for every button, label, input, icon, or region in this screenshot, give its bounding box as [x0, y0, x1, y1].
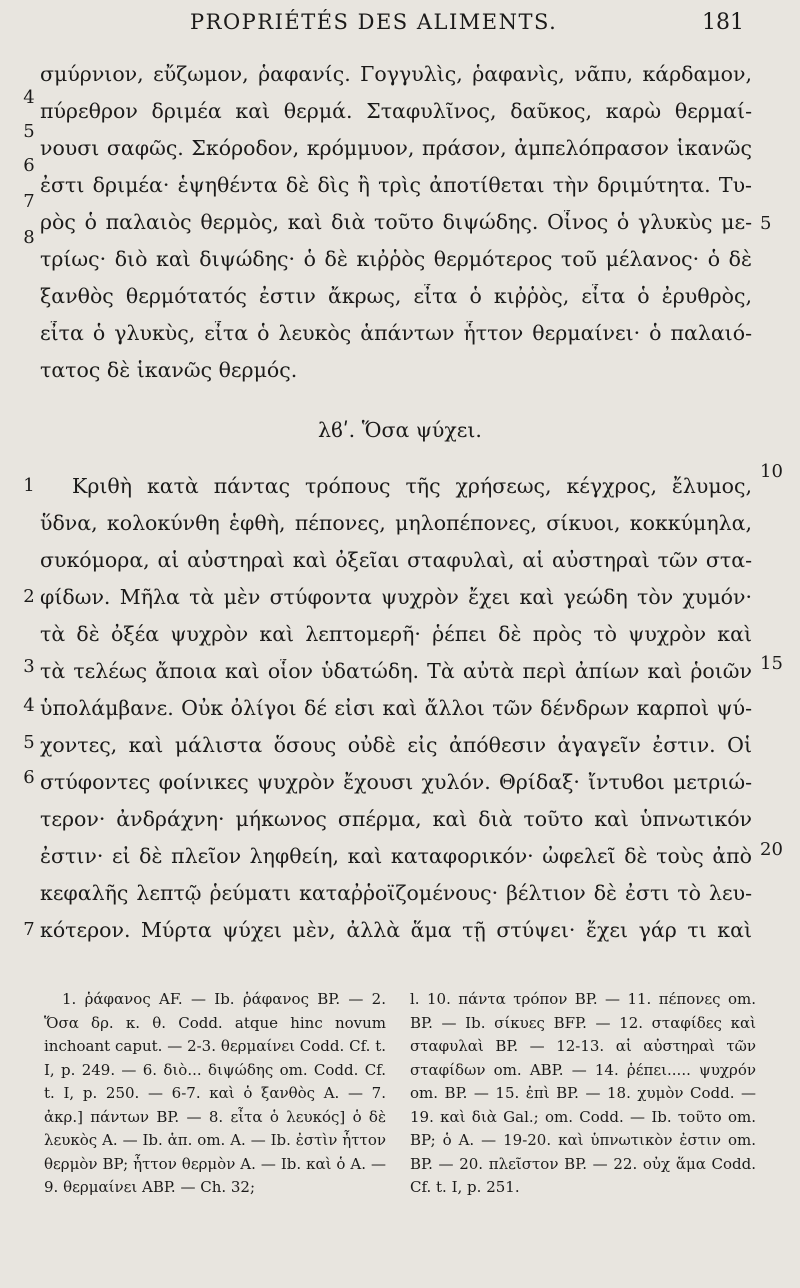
text-line: Κριθὴ κατὰ πάντας τρόπους τῆς χρήσεως, κέγχρος, ἔλυμος, [72, 474, 752, 498]
margin-line-count: 10 [760, 461, 783, 482]
text-line: συκόμορα, αἱ αὐστηραὶ καὶ ὀξεῖαι σταφυλαὶ, αἱ αὐστηραὶ τῶν στα- [40, 548, 752, 572]
text-line: εἶτα ὁ γλυκὺς, εἶτα ὁ λευκὸς ἁπάντων ἧττον θερμαίνει· ὁ παλαιό- [40, 321, 752, 345]
text-line: τρίως· διὸ καὶ διψώδης· ὁ δὲ κιῤῥὸς θερμότερος τοῦ μέλανος· ὁ δὲ [40, 247, 752, 271]
margin-line-number: 5 [23, 121, 35, 142]
margin-line-number: 4 [23, 87, 35, 108]
margin-line-count: 20 [760, 839, 783, 860]
text-line: ἐστι δριμέα· ἑψηθέντα δὲ δὶς ἢ τρὶς ἀποτίθεται τὴν δριμύτητα. Τυ- [40, 173, 752, 197]
margin-line-number: 7 [23, 191, 35, 212]
footnote-column-right: l. 10. πάντα τρόπον BP. — 11. πέπονες om. BP. — Ib. σίκυες BFP. — 12. σταφίδες καὶ σταφυλαὶ BP. — 12-13. αἱ αὐστηραὶ τῶν σταφίδων om. ABP. — 14. ῥέπει..... ψυχρόν om. BP. — 15. ἐπὶ BP. — 18. χυμὸν Codd. — 19. καὶ διὰ Gal.; om. Codd. — Ib. τοῦτο om. BP; ὁ A. — 19-20. καὶ ὑπνωτικὸν ἐστιν om. BP. — 20. πλεῖστον BP. — 22. οὐχ ἅμα Codd. Cf. t. I, p. 251. [410, 990, 756, 1196]
text-line: πύρεθρον δριμέα καὶ θερμά. Σταφυλῖνος, δαῦκος, καρὼ θερμαί- [40, 99, 752, 123]
footnote-column-left: 1. ῥάφανος AF. — Ib. ῥάφανος BP. — 2. Ὅσα δρ. κ. θ. Codd. atque hinc novum inchoant caput. — 2-3. θερμαίνει Codd. Cf. t. I, p. 249. — 6. διὸ... διψώδης om. Codd. Cf. t. I, p. 250. — 6-7. καὶ ὁ ξανθὸς A. — 7. ἀκρ.] πάντων BP. — 8. εἶτα ὁ λευκός] ὁ δὲ λευκὸς A. — Ib. ἁπ. om. A. — Ib. ἐστὶν ἧττον θερμὸν BP; ἧττον θερμὸν A. — Ib. καὶ ὁ A. — 9. θερμαίνει ABP. — Ch. 32; [44, 990, 386, 1196]
margin-line-number: 8 [23, 227, 35, 248]
margin-line-count: 5 [760, 213, 772, 234]
margin-line-number: 6 [23, 767, 35, 788]
footnotes [0, 988, 800, 1256]
text-line: ρὸς ὁ παλαιὸς θερμὸς, καὶ διὰ τοῦτο διψώδης. Οἶνος ὁ γλυκὺς με- [40, 210, 752, 234]
margin-line-number: 2 [23, 586, 35, 607]
margin-line-number: 4 [23, 695, 35, 716]
text-line: τερον· ἀνδράχνη· μήκωνος σπέρμα, καὶ διὰ τοῦτο καὶ ὑπνωτικόν [40, 807, 752, 831]
text-line: τατος δὲ ἱκανῶς θερμός. [40, 358, 298, 382]
text-line: ὑπολάμβανε. Οὐκ ὀλίγοι δέ εἰσι καὶ ἄλλοι τῶν δένδρων καρποὶ ψύ- [40, 696, 752, 720]
text-line: ἐστιν· εἰ δὲ πλεῖον ληφθείη, καὶ καταφορικόν· ὠφελεῖ δὲ τοὺς ἀπὸ [40, 844, 752, 868]
text-line: νουσι σαφῶς. Σκόροδον, κρόμμυον, πράσον, ἀμπελόπρασον ἱκανῶς [40, 136, 752, 160]
text-line: κεφαλῆς λεπτῷ ῥεύματι καταῤῥοϊζομένους· βέλτιον δὲ ἐστι τὸ λευ- [40, 881, 752, 905]
text-line: ξανθὸς θερμότατός ἐστιν ἄκρως, εἶτα ὁ κιῤῥὸς, εἶτα ὁ ἐρυθρὸς, [40, 284, 752, 308]
page-number: 181 [702, 10, 744, 35]
text-line: στύφοντες φοίνικες ψυχρὸν ἔχουσι χυλόν. Θρίδαξ· ἴντυϐοι μετριώ- [40, 770, 752, 794]
text-line: σμύρνιον, εὔζωμον, ῥαφανίς. Γογγυλὶς, ῥαφανὶς, νᾶπυ, κάρδαμον, [40, 62, 752, 86]
margin-line-number: 7 [23, 919, 35, 940]
margin-line-number: 3 [23, 656, 35, 677]
margin-line-number: 6 [23, 155, 35, 176]
margin-line-count: 15 [760, 653, 783, 674]
text-line: κότερον. Μύρτα ψύχει μὲν, ἀλλὰ ἅμα τῇ στύψει· ἔχει γάρ τι καὶ [40, 918, 752, 942]
margin-line-number: 1 [23, 475, 35, 496]
section-heading: λϐʹ. Ὅσα ψύχει. [318, 418, 482, 442]
text-line: τὰ δὲ ὀξέα ψυχρὸν καὶ λεπτομερῆ· ῥέπει δὲ πρὸς τὸ ψυχρὸν καὶ [40, 622, 752, 646]
margin-line-number: 5 [23, 732, 35, 753]
text-line: ὕδνα, κολοκύνθη ἑφθὴ, πέπονες, μηλοπέπονες, σίκυοι, κοκκύμηλα, [40, 511, 752, 535]
running-title: PROPRIÉTÉS DES ALIMENTS. [190, 10, 558, 34]
text-line: χοντες, καὶ μάλιστα ὅσους οὐδὲ εἰς ἀπόθεσιν ἀγαγεῖν ἐστιν. Οἱ [40, 733, 752, 757]
text-line: τὰ τελέως ἄποια καὶ οἷον ὑδατώδη. Τὰ αὐτὰ περὶ ἀπίων καὶ ῥοιῶν [40, 659, 752, 683]
text-line: φίδων. Μῆλα τὰ μὲν στύφοντα ψυχρὸν ἔχει καὶ γεώδη τὸν χυμόν· [40, 585, 752, 609]
